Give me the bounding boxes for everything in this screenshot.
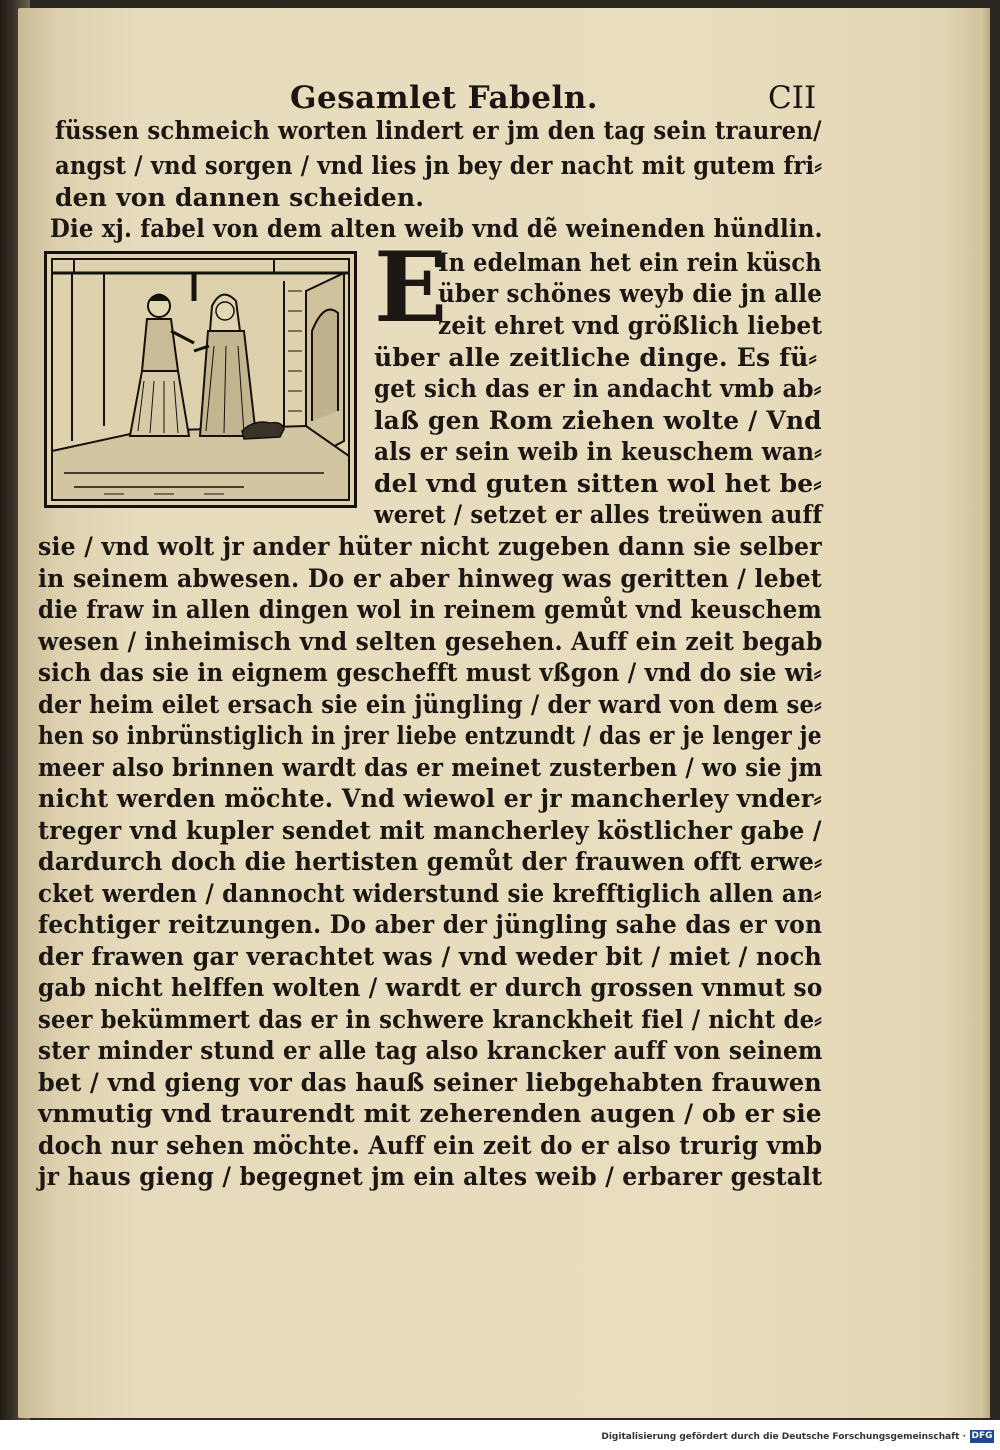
text-line: sie / vnd wolt jr ander hüter nicht zugeben dann sie selber (38, 532, 822, 561)
text-line: ster minder stund er alle tag also krancker auff von seinem (38, 1036, 823, 1065)
woodcut-illustration (44, 251, 357, 508)
text-line: get sich das er in andacht vmb ab⸗ (374, 374, 822, 403)
folio-number: CII (768, 80, 817, 116)
text-line: sich das sie in eignem geschefft must vßgon / vnd do sie wi⸗ (38, 658, 822, 687)
text-line: nicht werden möchte. Vnd wiewol er jr mancherley vnder⸗ (38, 784, 822, 813)
text-line: bet / vnd gieng vor das hauß seiner liebgehabten frauwen (38, 1068, 822, 1097)
dfg-logo: DFG (971, 1431, 993, 1441)
funding-credit: Digitalisierung gefördert durch die Deutsche Forschungsgemeinschaft · (601, 1432, 966, 1442)
text-line: hen so inbrünstiglich in jrer liebe entzundt / das er je lenger je (38, 721, 822, 750)
text-line: jr haus gieng / begegnet jm ein altes weib / erbarer gestalt (38, 1162, 823, 1191)
drop-cap-initial: E (374, 231, 448, 344)
text-line: zeit ehret vnd größlich liebet (438, 311, 823, 340)
text-line: laß gen Rom ziehen wolte / Vnd (374, 406, 822, 435)
text-line: über alle zeitliche dinge. Es fü⸗ (374, 343, 818, 372)
text-line: del vnd guten sitten wol het be⸗ (374, 469, 822, 498)
text-line: füssen schmeich worten lindert er jm den tag sein trauren/ (55, 116, 822, 145)
text-line: seer bekümmert das er in schwere kranckheit fiel / nicht de⸗ (38, 1005, 823, 1034)
text-line: den von dannen scheiden. (55, 183, 425, 212)
text-line: als er sein weib in keuschem wan⸗ (374, 437, 823, 466)
running-head-title: Gesamlet Fabeln. (290, 80, 599, 116)
text-line: In edelman het ein rein küsch (438, 248, 822, 277)
text-line: der frawen gar verachtet was / vnd weder bit / miet / noch (38, 942, 822, 971)
text-line: treger vnd kupler sendet mit mancherley köstlicher gabe / (38, 816, 822, 845)
text-line: meer also brinnen wardt das er meinet zusterben / wo sie jm (38, 753, 823, 782)
text-line: in seinem abwesen. Do er aber hinweg was geritten / lebet (38, 564, 822, 593)
text-line: wesen / inheimisch vnd selten gesehen. Auff ein zeit begab (38, 627, 823, 656)
fable-heading: Die xj. fabel von dem alten weib vnd dẽ weinenden hündlin. (50, 214, 823, 243)
page-edge (980, 8, 990, 1418)
text-line: angst / vnd sorgen / vnd lies jn bey der nacht mit gutem fri⸗ (55, 151, 823, 180)
text-line: vnmutig vnd traurendt mit zeherenden augen / ob er sie (38, 1099, 822, 1128)
text-line: die fraw in allen dingen wol in reinem gemůt vnd keuschem (38, 595, 822, 624)
text-line: gab nicht helffen wolten / wardt er durch grossen vnmut so (38, 973, 823, 1002)
text-line: fechtiger reitzungen. Do aber der jüngling sahe das er von (38, 910, 823, 939)
text-line: dardurch doch die hertisten gemůt der frauwen offt erwe⸗ (38, 847, 823, 876)
text-line: der heim eilet ersach sie ein jüngling / der ward von dem se⸗ (38, 690, 822, 719)
text-line: cket werden / dannocht widerstund sie krefftiglich allen an⸗ (38, 879, 822, 908)
text-line: doch nur sehen möchte. Auff ein zeit do er also trurig vmb (38, 1131, 823, 1160)
text-line: über schönes weyb die jn alle (438, 279, 823, 308)
text-line: weret / setzet er alles treüwen auff (374, 500, 823, 529)
